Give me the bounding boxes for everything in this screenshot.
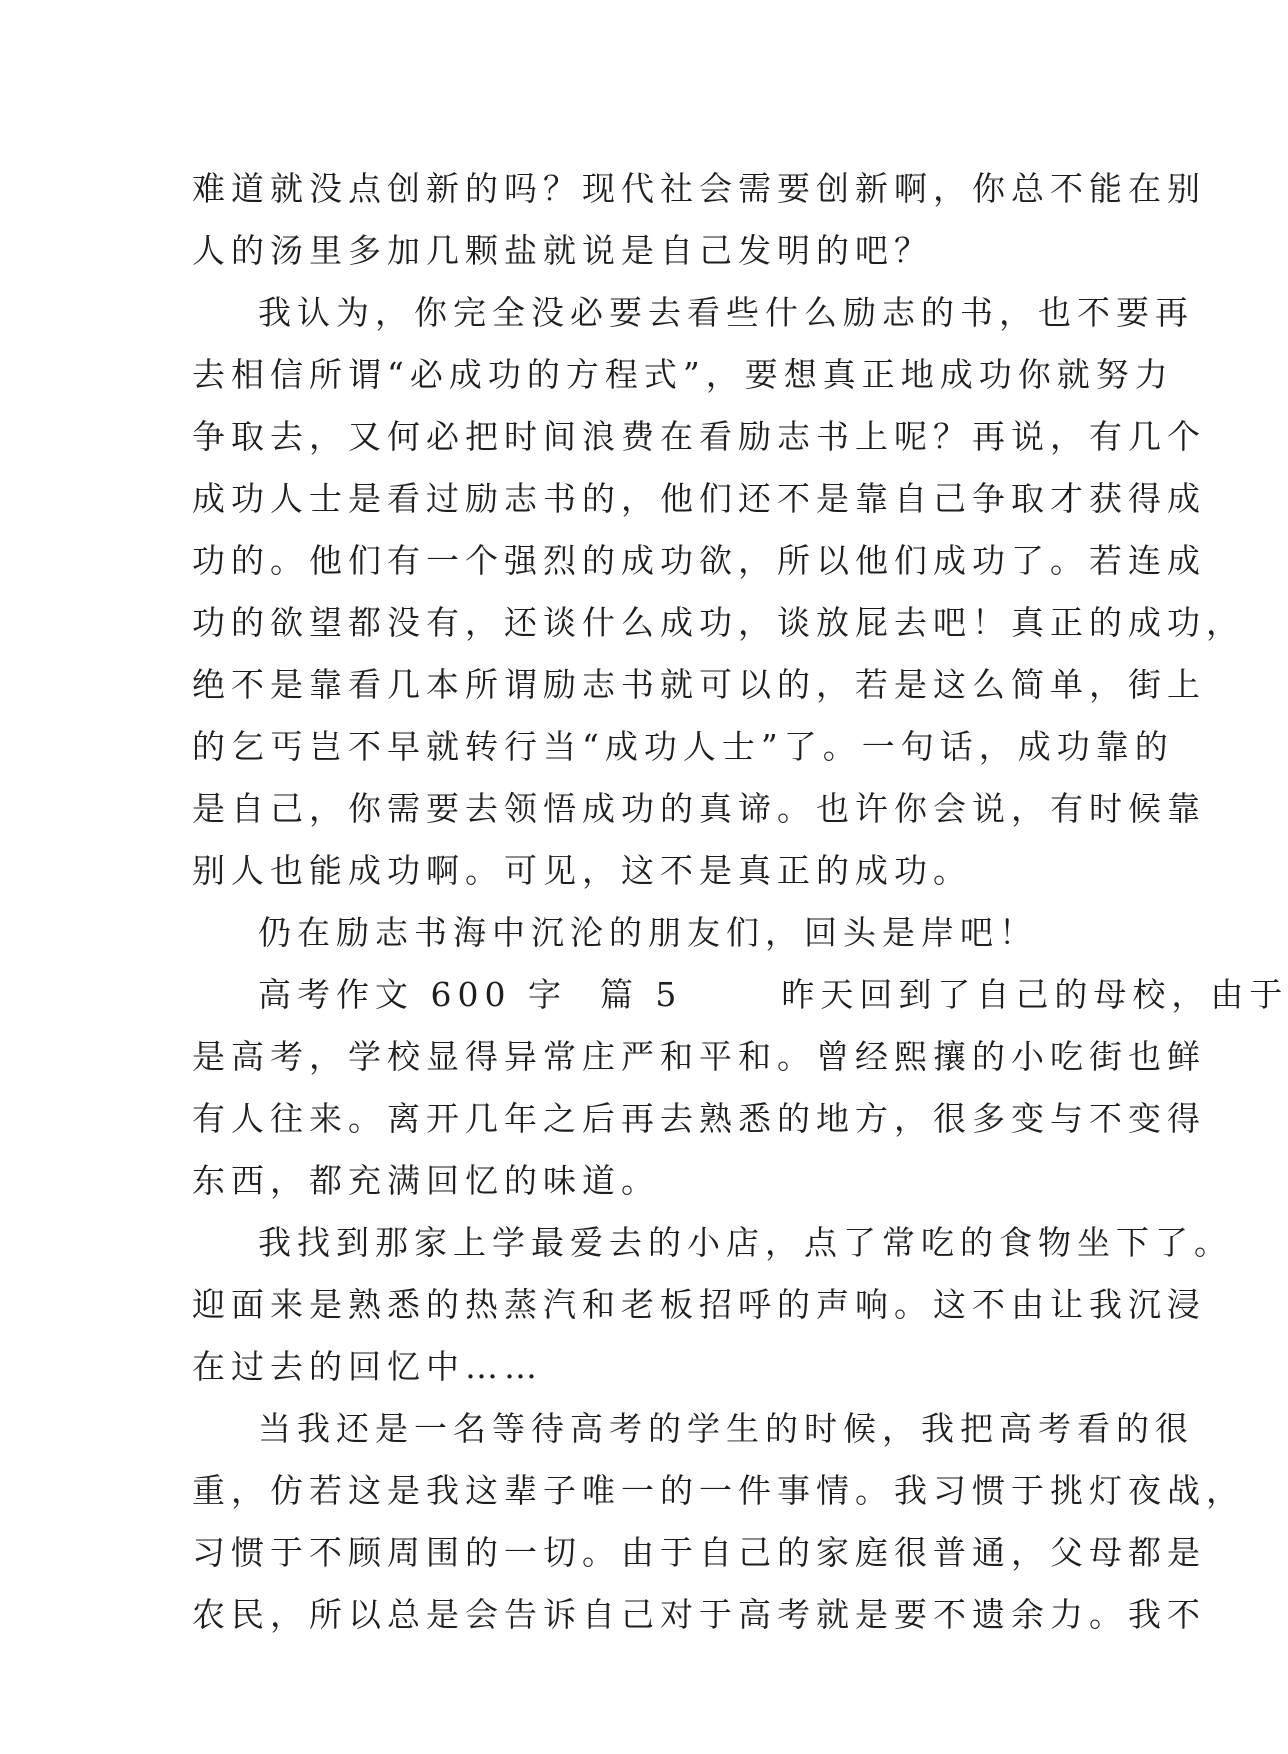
text-line: 在过去的回忆中……: [192, 1347, 543, 1386]
text-line: 是高考，学校显得异常庄严和平和。曾经熙攘的小吃街也鲜: [192, 1037, 1206, 1076]
text-line: 别人也能成功啊。可见，这不是真正的成功。: [192, 851, 972, 890]
text-line: 争取去，又何必把时间浪费在看励志书上呢？再说，有几个: [192, 417, 1206, 456]
text-line: 是自己，你需要去领悟成功的真谛。也许你会说，有时候靠: [192, 789, 1206, 828]
text-line: 东西，都充满回忆的味道。: [192, 1161, 660, 1200]
text-line: 绝不是靠看几本所谓励志书就可以的，若是这么简单，街上: [192, 665, 1206, 704]
text-line: 成功人士是看过励志书的，他们还不是靠自己争取才获得成: [192, 479, 1206, 518]
text-line: 习惯于不顾周围的一切。由于自己的家庭很普通，父母都是: [192, 1533, 1206, 1572]
text-line: 农民，所以总是会告诉自己对于高考就是要不遗余力。我不: [192, 1595, 1206, 1634]
text-line: 仍在励志书海中沉沦的朋友们，回头是岸吧！: [258, 913, 1038, 952]
article-body: [192, 158, 1288, 1646]
text-line: 难道就没点创新的吗？现代社会需要创新啊，你总不能在别: [192, 169, 1206, 208]
text-line: 迎面来是熟悉的热蒸汽和老板招呼的声响。这不由让我沉浸: [192, 1285, 1206, 1324]
text-line: 当我还是一名等待高考的学生的时候，我把高考看的很: [258, 1409, 1194, 1448]
text-line: 功的。他们有一个强烈的成功欲，所以他们成功了。若连成: [192, 541, 1206, 580]
text-line: 重，仿若这是我这辈子唯一的一件事情。我习惯于挑灯夜战，: [192, 1471, 1245, 1510]
text-line: 有人往来。离开几年之后再去熟悉的地方，很多变与不变得: [192, 1099, 1206, 1138]
text-line: 我找到那家上学最爱去的小店，点了常吃的食物坐下了。: [258, 1223, 1233, 1262]
text-line: 我认为，你完全没必要去看些什么励志的书，也不要再: [258, 293, 1194, 332]
text-line: 功的欲望都没有，还谈什么成功，谈放屁去吧！真正的成功，: [192, 603, 1245, 642]
text-line: 人的汤里多加几颗盐就说是自己发明的吧？: [192, 231, 933, 270]
text-line: 的乞丐岂不早就转行当“成功人士”了。一句话，成功靠的: [192, 727, 1174, 766]
text-line: 去相信所谓“必成功的方程式”，要想真正地成功你就努力: [192, 355, 1174, 394]
section-heading-line: 高考作文 600 字 篇 5 昨天回到了自己的母校，由于: [258, 975, 1288, 1014]
